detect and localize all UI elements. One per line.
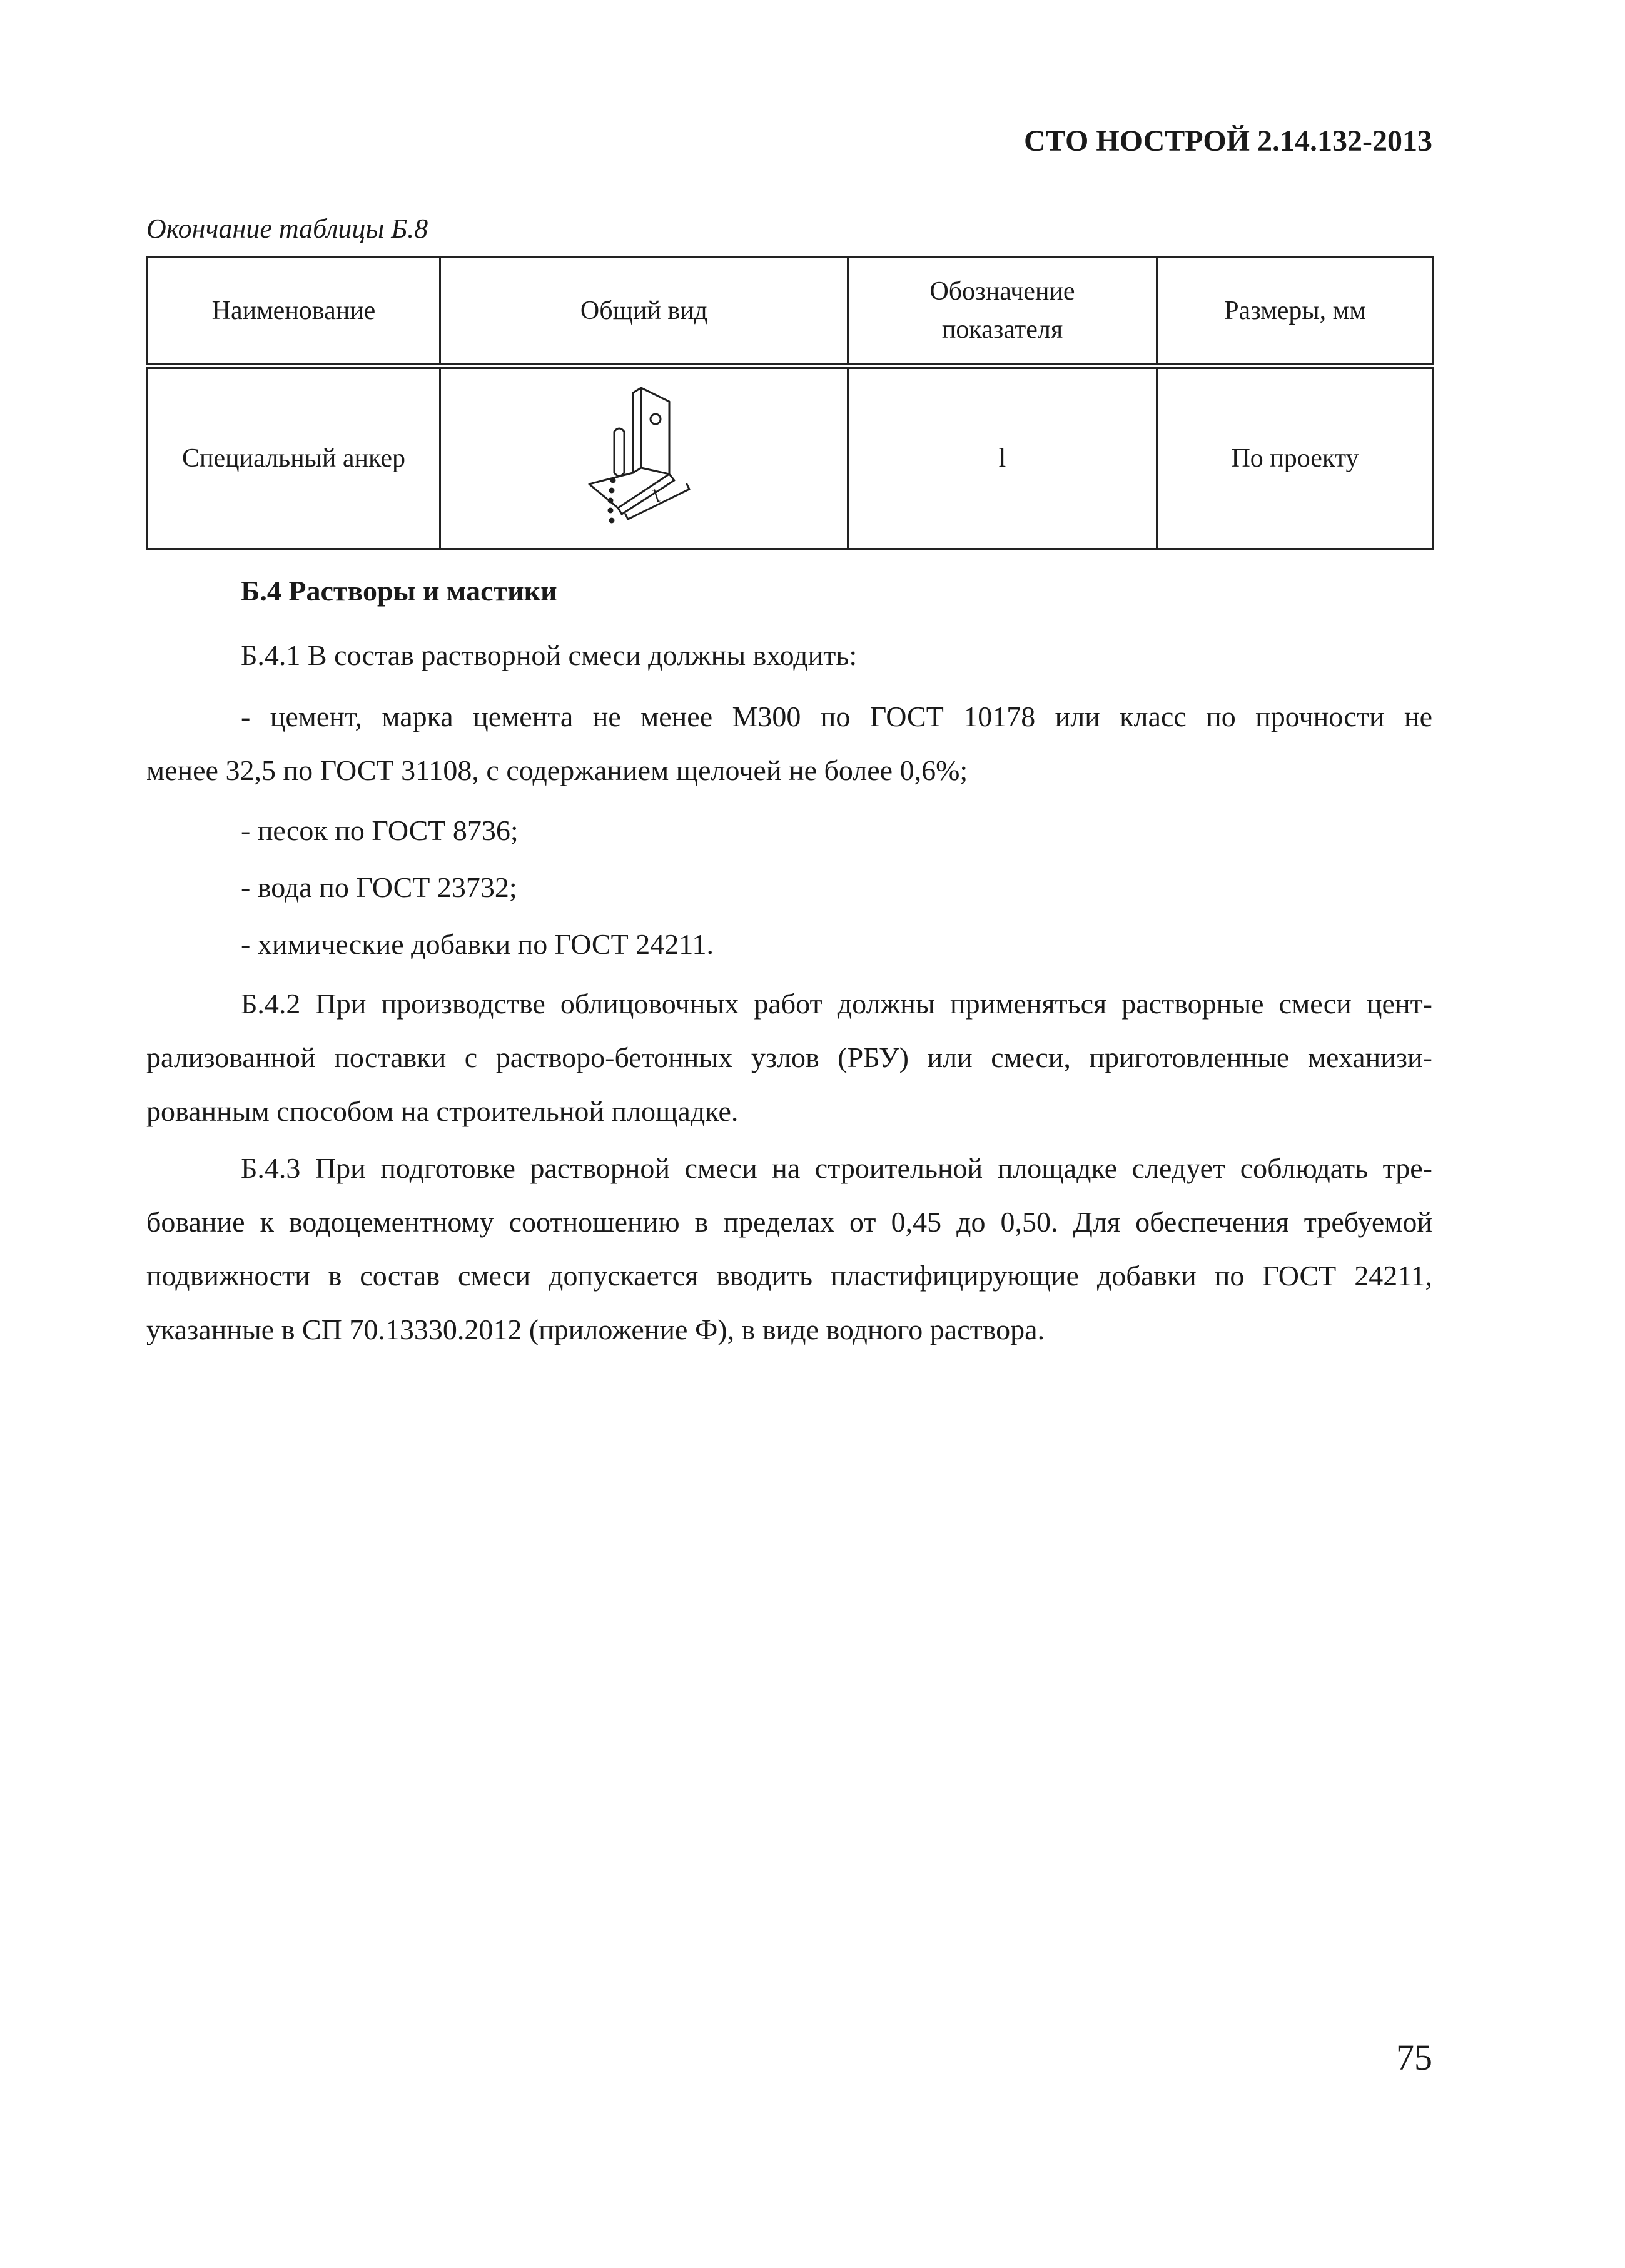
specification-table <box>146 256 1434 550</box>
cell-item-name: Специальный анкер <box>148 367 440 549</box>
cell-item-dimensions: По проекту <box>1157 367 1434 549</box>
paragraph-line: Б.4.2 При производстве облицовочных работ должны применяться растворные смеси цент- <box>241 988 1432 1020</box>
paragraph-additives <box>146 918 1432 971</box>
header-cell-name: Наименование <box>148 258 440 367</box>
paragraph-line: бование к водоцементному соотношению в пределах от 0,45 до 0,50. Для обеспечения требуемой <box>146 1206 1432 1238</box>
paragraph-cement <box>146 690 1432 797</box>
page-number: 75 <box>1396 2037 1432 2078</box>
cell-item-designation: l <box>848 367 1157 549</box>
header-cell-designation <box>848 258 1157 367</box>
paragraph-line: - вода по ГОСТ 23732; <box>241 871 517 903</box>
paragraph-line: рализованной поставки с растворо-бетонных узлов (РБУ) или смеси, приготовленные механизи- <box>146 1041 1432 1073</box>
paragraph-b43 <box>146 1142 1432 1357</box>
table-caption: Окончание таблицы Б.8 <box>146 213 428 244</box>
header-designation-line-2: показателя <box>941 315 1063 344</box>
paragraph-line: рованным способом на строительной площадке. <box>146 1095 739 1127</box>
header-cell-view: Общий вид <box>440 258 848 367</box>
paragraph-line: Б.4.1 В состав растворной смеси должны входить: <box>241 639 858 671</box>
table-header-row <box>148 258 1434 367</box>
paragraph-sand <box>146 804 1432 858</box>
dimension-label: l <box>649 486 664 507</box>
paragraph-b42 <box>146 977 1432 1138</box>
paragraph-line: - цемент, марка цемента не менее М300 по ГОСТ 10178 или класс по прочности не <box>241 701 1432 732</box>
paragraph-line: менее 32,5 по ГОСТ 31108, с содержанием щелочей не более 0,6%; <box>146 754 968 786</box>
special-anchor-drawing <box>575 374 713 543</box>
paragraph-line: подвижности в состав смеси допускается вводить пластифицирующие добавки по ГОСТ 24211, <box>146 1260 1432 1292</box>
document-code-header: СТО НОСТРОЙ 2.14.132-2013 <box>1023 124 1432 158</box>
paragraph-line: - песок по ГОСТ 8736; <box>241 814 519 846</box>
paragraph-line: - химические добавки по ГОСТ 24211. <box>241 928 714 960</box>
paragraph-water <box>146 861 1432 914</box>
paragraph-line: указанные в СП 70.13330.2012 (приложение Ф), в виде водного раствора. <box>146 1314 1045 1345</box>
paragraph-line: Б.4.3 При подготовке растворной смеси на строительной площадке следует соблюдать тре- <box>241 1152 1432 1184</box>
section-title: Б.4 Растворы и мастики <box>241 575 557 607</box>
paragraph-b41 <box>146 629 1432 682</box>
header-cell-dimensions: Размеры, мм <box>1157 258 1434 367</box>
cell-item-drawing <box>440 367 848 549</box>
table-row <box>148 367 1434 549</box>
header-designation-line-1: Обозначение <box>929 277 1075 306</box>
